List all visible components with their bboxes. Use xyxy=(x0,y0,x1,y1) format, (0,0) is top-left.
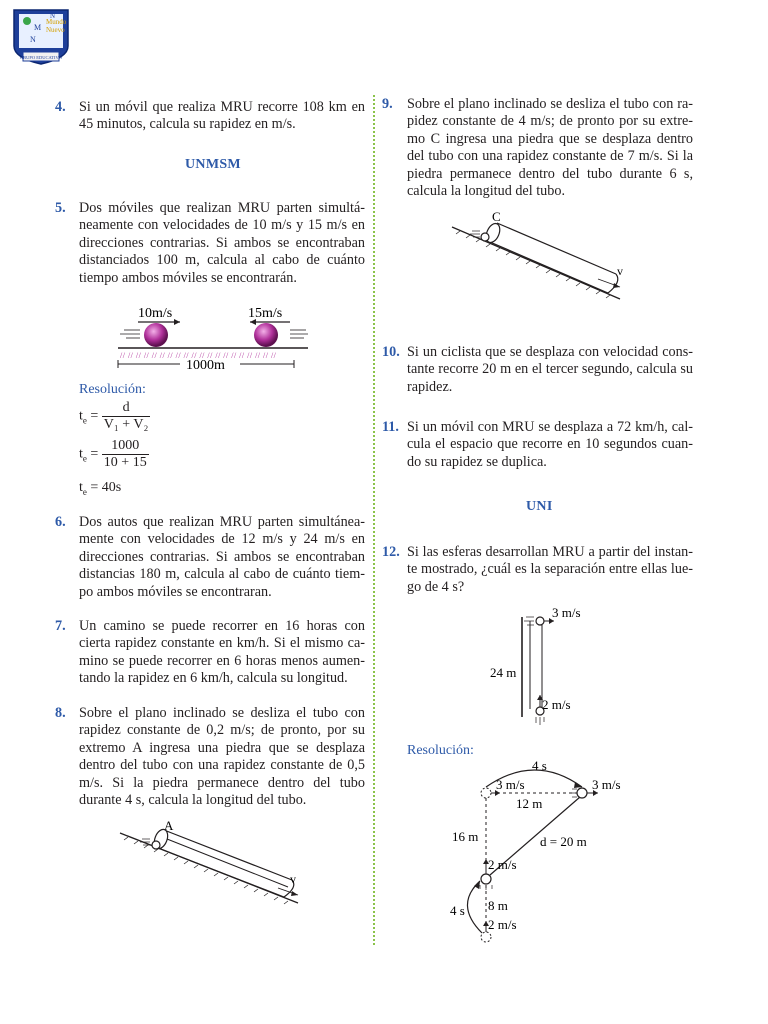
resolution-5-line-3: $t_e = 40s$ xyxy=(79,480,122,497)
figure-resolution-12 xyxy=(440,755,650,945)
column-divider xyxy=(373,95,375,945)
formula-numerator-1000: 1000 xyxy=(102,438,149,455)
logo-text-e: N xyxy=(50,12,56,20)
res12-dy2: 8 m xyxy=(488,898,508,913)
logo xyxy=(10,6,72,70)
section-unmsm: UNMSM xyxy=(185,157,241,172)
formula-denominator-v: V₁ + V₂ xyxy=(103,417,149,432)
problem-10-number: 10. xyxy=(382,344,400,360)
logo-text-c: Nuevo xyxy=(46,26,65,34)
res12-distance: d = 20 m xyxy=(540,834,587,849)
fig5-v2-label: 15m/s xyxy=(248,306,283,321)
problem-4-text: Si un móvil que realiza MRU recorre 108 km en 45 minutos, calcula su rapidez en m/s. xyxy=(79,99,365,133)
fig8-label-a: A xyxy=(164,818,174,833)
problem-10-text: Si un ciclista que se desplaza con velocidad constante recorre 20 m en el tercer segundo, calcula su rapidez. xyxy=(407,344,693,395)
figure-problem-8 xyxy=(118,815,308,915)
res12-dx: 12 m xyxy=(516,796,543,811)
problem-9-text: Sobre el plano inclinado se desliza el tubo con rapidez constante de 4 m/s; de pronto por su extremo C ingresa una piedra que se desplaza dentro del tubo con una rapidez constante de 7 m/s. Si la piedra permanece dentro del tubo durante 6 s, calcula la longitud del tubo. xyxy=(407,96,693,200)
fig5-ball-1 xyxy=(144,323,168,347)
resolution-5-line-2: $t_e$ = $\frac{1000}{10 + 15}$ xyxy=(79,438,147,470)
figure-problem-9 xyxy=(450,207,630,307)
figure-problem-12 xyxy=(480,605,620,725)
fig5-v1-label: 10m/s xyxy=(138,306,173,321)
svg-text:// // // // // // // // // //: // // // // // // // // // // // // // // // // // // // // xyxy=(120,351,277,360)
problem-5-number: 5. xyxy=(55,200,66,216)
problem-8-number: 8. xyxy=(55,705,66,721)
formula-numerator-d: d xyxy=(102,400,151,417)
problem-12-text: Si las esferas desarrollan MRU a partir del instante mostrado, ¿cuál es la separación entre ellas luego de 4 s? xyxy=(407,544,693,595)
problem-9-number: 9. xyxy=(382,96,393,112)
formula-denominator-sum: 10 + 15 xyxy=(103,455,147,470)
problem-5-text: Dos móviles que realizan MRU parten simultáneamente con velocidades de 10 m/s y 15 m/s en direcciones contrarias. Si ambos se encontraban distanciados 100 m, calcula al cabo de cuánto tiempo ambos móviles se encontrarán. xyxy=(79,200,365,286)
fig12-height: 24 m xyxy=(490,665,517,680)
fig5-ball-2 xyxy=(254,323,278,347)
problem-12-number: 12. xyxy=(382,544,400,560)
problem-11-text: Si un móvil con MRU se desplaza a 72 km/h, calcula el espacio que recorre en 10 segundos cuando su rapidez se duplica. xyxy=(407,419,693,470)
fig9-label-v: v xyxy=(617,264,623,278)
section-uni: UNI xyxy=(526,499,553,514)
fig5-distance-label: 1000m xyxy=(186,358,225,373)
res12-v-mid: 2 m/s xyxy=(488,857,517,872)
problem-11-number: 11. xyxy=(382,419,399,435)
resolution-5-title: Resolución: xyxy=(79,382,146,397)
problem-4-number: 4. xyxy=(55,99,66,115)
fig8-label-v: v xyxy=(290,872,296,886)
res12-time-left: 4 s xyxy=(450,903,465,918)
resolution-5-line-1: $t_e$ = $\frac{d}{\text{V₁ + V₂}}$ xyxy=(79,400,149,432)
problem-8-text: Sobre el plano inclinado se desliza el tubo con rapidez constante de 0,2 m/s; de pronto, por su extremo A ingresa una piedra que se desplaza dentro del tubo con una rapidez constante de 0,5 m/s. Si la piedra permanece dentro del tubo durante 4 s, calcula la longitud del tubo. xyxy=(79,705,365,809)
fig12-v-bottom: 2 m/s xyxy=(542,697,571,712)
logo-text-d: N xyxy=(30,35,36,44)
res12-v-top-a: 3 m/s xyxy=(496,777,525,792)
problem-6-text: Dos autos que realizan MRU parten simultáneamente con velocidades de 12 m/s y 24 m/s en direcciones contrarias. Si ambos se encontraban distancias 180 m, calcula al cabo de cuánto tiempo ambos móviles se encontraran. xyxy=(79,514,365,600)
resolution-5-answer: = 40s xyxy=(90,480,122,495)
res12-v-low: 2 m/s xyxy=(488,917,517,932)
res12-time-top: 4 s xyxy=(532,758,547,773)
problem-6-number: 6. xyxy=(55,514,66,530)
problem-7-number: 7. xyxy=(55,618,66,634)
logo-text-b: Mundo xyxy=(46,18,67,26)
logo-text-a: M xyxy=(34,23,42,32)
res12-dy: 16 m xyxy=(452,829,479,844)
problem-7-text: Un camino se puede recorrer en 16 horas con cierta rapidez constante en km/h. Si el mismo camino se puede recorrer en 6 horas menos aumentando la rapidez en 6 km/h, calcula su longitud. xyxy=(79,618,365,687)
fig12-v-top: 3 m/s xyxy=(552,605,581,620)
res12-v-top-b: 3 m/s xyxy=(592,777,621,792)
logo-banner: GRUPO EDUCATIVO xyxy=(19,55,63,60)
resolution-12-title: Resolución: xyxy=(407,743,474,758)
fig9-label-c: C xyxy=(492,209,501,224)
figure-problem-5 xyxy=(110,300,320,375)
